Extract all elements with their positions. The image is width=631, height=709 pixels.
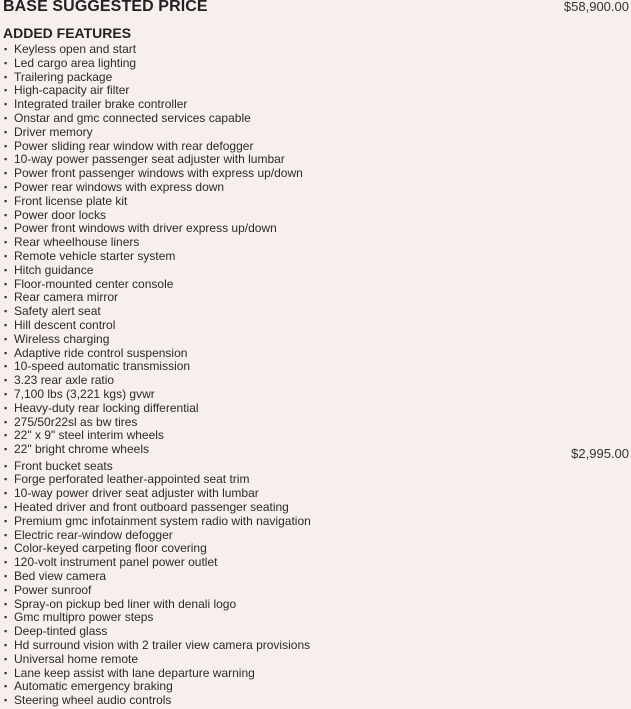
feature-label: 10-speed automatic transmission bbox=[14, 359, 191, 374]
bullet-icon: ▪ bbox=[4, 292, 8, 303]
feature-label: Power sunroof bbox=[14, 582, 92, 597]
bullet-icon: ▪ bbox=[4, 626, 8, 637]
bullet-icon: ▪ bbox=[4, 375, 8, 386]
feature-label: Led cargo area lighting bbox=[14, 55, 137, 70]
feature-label: Hill descent control bbox=[14, 317, 116, 332]
bullet-icon: ▪ bbox=[4, 557, 8, 568]
bullet-icon: ▪ bbox=[4, 85, 8, 96]
bullet-icon: ▪ bbox=[4, 570, 8, 581]
package-price-value: $2,995.00 bbox=[571, 446, 629, 461]
bullet-icon: ▪ bbox=[4, 388, 8, 399]
bullet-icon: ▪ bbox=[4, 57, 8, 68]
feature-label: Hitch guidance bbox=[14, 262, 94, 277]
bullet-icon: ▪ bbox=[4, 195, 8, 206]
feature-label: Spray-on pickup bed liner with denali logo bbox=[14, 596, 237, 611]
feature-label: 3.23 rear axle ratio bbox=[14, 373, 115, 388]
bullet-icon: ▪ bbox=[4, 319, 8, 330]
bullet-icon: ▪ bbox=[4, 223, 8, 234]
feature-label: Power front windows with driver express up/down bbox=[14, 221, 277, 236]
bullet-icon: ▪ bbox=[4, 515, 8, 526]
feature-label: Front license plate kit bbox=[14, 193, 128, 208]
bullet-icon: ▪ bbox=[4, 460, 8, 471]
bullet-icon: ▪ bbox=[4, 250, 8, 261]
feature-label: Heavy-duty rear locking differential bbox=[14, 400, 199, 415]
feature-label: Forge perforated leather-appointed seat trim bbox=[14, 472, 250, 487]
feature-label: Steering wheel audio controls bbox=[14, 693, 172, 708]
bullet-icon: ▪ bbox=[4, 612, 8, 623]
bullet-icon: ▪ bbox=[4, 543, 8, 554]
feature-label: Remote vehicle starter system bbox=[14, 248, 176, 263]
feature-label: Gmc multipro power steps bbox=[14, 610, 154, 625]
feature-label: Hd surround vision with 2 trailer view camera provisions bbox=[14, 637, 311, 652]
bullet-icon: ▪ bbox=[4, 71, 8, 82]
bullet-icon: ▪ bbox=[4, 653, 8, 664]
bullet-icon: ▪ bbox=[4, 488, 8, 499]
bullet-icon: ▪ bbox=[4, 416, 8, 427]
base-price-row bbox=[0, 0, 631, 18]
bullet-icon: ▪ bbox=[4, 584, 8, 595]
feature-label: Power rear windows with express down bbox=[14, 179, 225, 194]
bullet-icon: ▪ bbox=[4, 181, 8, 192]
feature-label: 120-volt instrument panel power outlet bbox=[14, 555, 218, 570]
bullet-icon: ▪ bbox=[4, 598, 8, 609]
feature-label: 22" bright chrome wheels bbox=[14, 442, 149, 457]
feature-label: Lane keep assist with lane departure warning bbox=[14, 665, 255, 680]
bullet-icon: ▪ bbox=[4, 126, 8, 137]
bullet-icon: ▪ bbox=[4, 474, 8, 485]
base-price-title: BASE SUGGESTED PRICE bbox=[3, 0, 208, 15]
bullet-icon: ▪ bbox=[4, 667, 8, 678]
feature-label: Bed view camera bbox=[14, 568, 107, 583]
bullet-icon: ▪ bbox=[4, 444, 8, 455]
feature-label: 10-way power driver seat adjuster with lumbar bbox=[14, 486, 259, 501]
bullet-icon: ▪ bbox=[4, 278, 8, 289]
feature-label: Rear wheelhouse liners bbox=[14, 235, 140, 250]
feature-label: 275/50r22sl as bw tires bbox=[14, 414, 138, 429]
feature-label: Deep-tinted glass bbox=[14, 624, 108, 639]
feature-label: Universal home remote bbox=[14, 651, 139, 666]
feature-label: Adaptive ride control suspension bbox=[14, 345, 188, 360]
bullet-icon: ▪ bbox=[4, 209, 8, 220]
feature-label: 10-way power passenger seat adjuster with lumbar bbox=[14, 152, 285, 167]
bullet-icon: ▪ bbox=[4, 333, 8, 344]
feature-label: High-capacity air filter bbox=[14, 83, 130, 98]
bullet-icon: ▪ bbox=[4, 639, 8, 650]
feature-label: Power door locks bbox=[14, 207, 107, 222]
feature-label: Floor-mounted center console bbox=[14, 276, 174, 291]
bullet-icon: ▪ bbox=[4, 112, 8, 123]
bullet-icon: ▪ bbox=[4, 430, 8, 441]
bullet-icon: ▪ bbox=[4, 99, 8, 110]
bullet-icon: ▪ bbox=[4, 402, 8, 413]
bullet-icon: ▪ bbox=[4, 695, 8, 706]
bullet-icon: ▪ bbox=[4, 154, 8, 165]
bullet-icon: ▪ bbox=[4, 168, 8, 179]
feature-label: Driver memory bbox=[14, 124, 93, 139]
bullet-icon: ▪ bbox=[4, 140, 8, 151]
bullet-icon: ▪ bbox=[4, 361, 8, 372]
bullet-icon: ▪ bbox=[4, 44, 8, 54]
feature-label: Safety alert seat bbox=[14, 304, 101, 319]
bullet-icon: ▪ bbox=[4, 306, 8, 317]
feature-label: Trailering package bbox=[14, 69, 113, 84]
added-features-title: ADDED FEATURES bbox=[3, 25, 132, 41]
feature-label: Keyless open and start bbox=[14, 42, 137, 56]
feature-label: 7,100 lbs (3,221 kgs) gvwr bbox=[14, 386, 155, 401]
feature-label: Heated driver and front outboard passenger seating bbox=[14, 500, 289, 514]
feature-label: Premium gmc infotainment system radio with navigation bbox=[14, 513, 311, 528]
bullet-icon: ▪ bbox=[4, 264, 8, 275]
feature-label: 22" x 9" steel interim wheels bbox=[14, 428, 164, 443]
feature-label: Rear camera mirror bbox=[14, 290, 119, 305]
bullet-icon: ▪ bbox=[4, 347, 8, 358]
feature-label: Integrated trailer brake controller bbox=[14, 97, 188, 112]
base-price-value: $58,900.00 bbox=[563, 0, 629, 14]
feature-label: Front bucket seats bbox=[14, 458, 113, 473]
feature-label: Power front passenger windows with express up/down bbox=[14, 166, 303, 181]
feature-label: Power sliding rear window with rear defogger bbox=[14, 138, 254, 153]
bullet-icon: ▪ bbox=[4, 237, 8, 248]
feature-label: Automatic emergency braking bbox=[14, 679, 173, 694]
bullet-icon: ▪ bbox=[4, 502, 8, 512]
bullet-icon: ▪ bbox=[4, 681, 8, 692]
feature-label: Wireless charging bbox=[14, 331, 110, 346]
feature-label: Color-keyed carpeting floor covering bbox=[14, 541, 207, 556]
bullet-icon: ▪ bbox=[4, 529, 8, 540]
feature-label: Onstar and gmc connected services capable bbox=[14, 110, 251, 125]
feature-label: Electric rear-window defogger bbox=[14, 527, 173, 542]
